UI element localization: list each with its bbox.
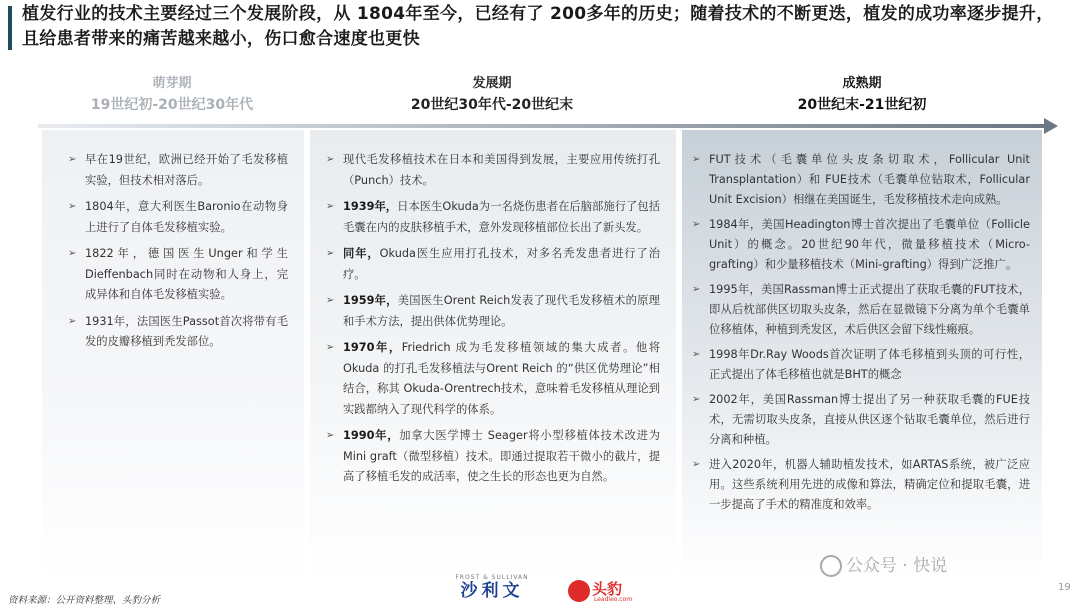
- bullet-arrow-icon: ➢: [326, 295, 335, 306]
- item-year: 同年，: [343, 247, 380, 260]
- bullet-arrow-icon: ➢: [68, 248, 77, 259]
- phase-2-period: 20世纪30年代-20世纪末: [410, 97, 574, 113]
- bullet-arrow-icon: ➢: [68, 154, 77, 165]
- item-text: 1984年，美国Headington博士首次提出了毛囊单位（Follicle Unit）的概念。20世纪90年代，微量移植技术（Micro-grafting）和少量移植技术（Mini-grafting）得到广泛推广。: [709, 218, 1030, 271]
- phase-1-panel: [42, 130, 304, 580]
- leadleo-logo-url: Leadleo.com: [594, 596, 633, 603]
- bullet-arrow-icon: ➢: [692, 219, 701, 230]
- phase-3-panel: [682, 130, 1042, 580]
- item-text: 进入2020年，机器人辅助植发技术，如ARTAS系统，被广泛应用。这些系统利用先进的成像和算法，精确定位和提取毛囊，进一步提高了手术的精准度和效率。: [709, 458, 1030, 511]
- bullet-arrow-icon: ➢: [692, 349, 701, 360]
- bullet-arrow-icon: ➢: [68, 201, 77, 212]
- phase-1-list: [68, 150, 288, 359]
- watermark: [820, 551, 947, 577]
- wechat-icon: [820, 555, 842, 577]
- item-text: 1804年，意大利医生Baronio在动物身上进行了自体毛发移植实验。: [85, 200, 288, 234]
- item-text: 2002年，美国Rassman博士提出了另一种获取毛囊的FUE技术，无需切取头皮条，直接从供区逐个钻取毛囊单位，然后进行分离和种植。: [709, 393, 1030, 446]
- frost-logo-big-text: 沙利文: [460, 581, 524, 601]
- timeline-arrow: [38, 124, 1046, 128]
- leadleo-mark-icon: [568, 580, 590, 602]
- col2-item-5: [326, 338, 660, 420]
- item-year: 1939年，: [343, 200, 398, 213]
- phase-2-list: [326, 150, 660, 494]
- bullet-arrow-icon: ➢: [692, 154, 701, 165]
- bullet-arrow-icon: ➢: [68, 315, 77, 327]
- item-year: 1959年，: [343, 294, 398, 307]
- timeline-arrowhead-icon: [1044, 118, 1058, 134]
- leadleo-logo-text: 头豹: [592, 580, 623, 598]
- col3-item-4: [692, 345, 1030, 385]
- bullet-arrow-icon: ➢: [326, 342, 335, 353]
- source-note: 资料来源：公开资料整理、头豹分析: [8, 595, 161, 606]
- item-text: 美国医生Orent Reich发表了现代毛发移植术的原理和手术方法，提出供体优势理论。: [343, 294, 660, 328]
- bullet-arrow-icon: ➢: [692, 459, 701, 470]
- phase-1-header: [22, 74, 322, 116]
- item-text: 1995年，美国Rassman博士正式提出了获取毛囊的FUT技术，即从后枕部供区切取头皮条，然后在显微镜下分离为单个毛囊单位移植体，种植到秃发区，术后供区会留下线性瘢痕。: [709, 283, 1030, 336]
- item-year: 1970年，: [343, 341, 402, 354]
- item-text: 加拿大医学博士 Seager将小型移植体技术改进为 Mini graft（微型移植）技术。即通过提取若干微小的截片，提高了移植毛发的成活率，使之生长的形态也更为自然。: [343, 429, 660, 483]
- col2-item-3: [326, 244, 660, 285]
- col1-item-4: [68, 312, 288, 353]
- col2-item-6: [326, 426, 660, 488]
- item-text: 日本医生Okuda为一名烧伤患者在后脑部施行了包括毛囊在内的皮肤移植手术，意外发现移植部位长出了新头发。: [343, 200, 660, 234]
- phase-3-period: 20世纪末-21世纪初: [797, 97, 927, 113]
- item-text: 现代毛发移植技术在日本和美国得到发展，主要应用传统打孔（Punch）技术。: [343, 153, 660, 187]
- item-text: Friedrich 成为毛发移植领域的集大成者。他将 Okuda 的打孔毛发移植法与Orent Reich 的“供区优势理论”相结合，称其 Okuda-Orentrech技术，意味着毛发移植从理论到实践都纳入了现代科学的体系。: [343, 341, 661, 416]
- item-text: Okuda医生应用打孔技术，对多名秃发患者进行了治疗。: [343, 247, 660, 281]
- frost-sullivan-logo: [432, 574, 552, 601]
- watermark-text: 公众号 · 快说: [846, 556, 948, 576]
- col1-item-3: [68, 244, 288, 306]
- item-text: 早在19世纪，欧洲已经开始了毛发移植实验，但技术相对落后。: [85, 153, 288, 187]
- phase-3-name: 成熟期: [842, 76, 882, 91]
- col3-item-5: [692, 390, 1030, 450]
- item-text: 1822年，德国医生Unger和学生 Dieffenbach同时在动物和人身上，完成异体和自体毛发移植实验。: [85, 247, 288, 301]
- item-text: 1931年，法国医生Passot首次将带有毛发的皮瓣移植到秃发部位。: [85, 314, 288, 348]
- phase-1-period: 19世纪初-20世纪30年代: [90, 97, 254, 113]
- col1-item-1: [68, 150, 288, 191]
- col1-item-2: [68, 197, 288, 238]
- item-text: FUT技术（毛囊单位头皮条切取术，Follicular Unit Transplantation）和 FUE技术（毛囊单位钻取术，Follicular Unit Excision）相继在美国诞生，毛发移植技术走向成熟。: [709, 153, 1030, 206]
- phase-2-header: [342, 74, 642, 116]
- col3-item-3: [692, 280, 1030, 340]
- col2-item-1: [326, 150, 660, 191]
- bullet-arrow-icon: ➢: [326, 430, 335, 441]
- item-year: 1990年，: [343, 429, 400, 442]
- phase-2-name: 发展期: [472, 76, 512, 91]
- col2-item-4: [326, 291, 660, 332]
- leadleo-logo: [568, 578, 648, 606]
- item-text: 1998年Dr.Ray Woods首次证明了体毛移植到头顶的可行性，正式提出了体毛移植也就是BHT的概念: [709, 348, 1030, 381]
- bullet-arrow-icon: ➢: [326, 201, 335, 212]
- bullet-arrow-icon: ➢: [692, 394, 701, 405]
- bullet-arrow-icon: ➢: [326, 248, 335, 259]
- col3-item-6: [692, 455, 1030, 515]
- phase-3-header: [712, 74, 1012, 116]
- bullet-arrow-icon: ➢: [326, 154, 335, 165]
- col3-item-1: [692, 150, 1030, 210]
- page-title: 植发行业的技术主要经过三个发展阶段，从 1804年至今，已经有了 200多年的历史；随着技术的不断更迭，植发的成功率逐步提升，且给患者带来的痛苦越来越小，伤口愈合速度也更快: [22, 4, 1054, 49]
- bullet-arrow-icon: ➢: [692, 284, 701, 295]
- frost-logo-small-text: FROST & SULLIVAN: [455, 574, 529, 581]
- phase-1-name: 萌芽期: [152, 76, 192, 91]
- col2-item-2: [326, 197, 660, 238]
- phase-3-list: [692, 150, 1030, 520]
- phase-2-panel: [310, 130, 676, 580]
- title-accent-bar: [8, 6, 12, 50]
- col3-item-2: [692, 215, 1030, 275]
- page-number: 19: [1058, 582, 1071, 593]
